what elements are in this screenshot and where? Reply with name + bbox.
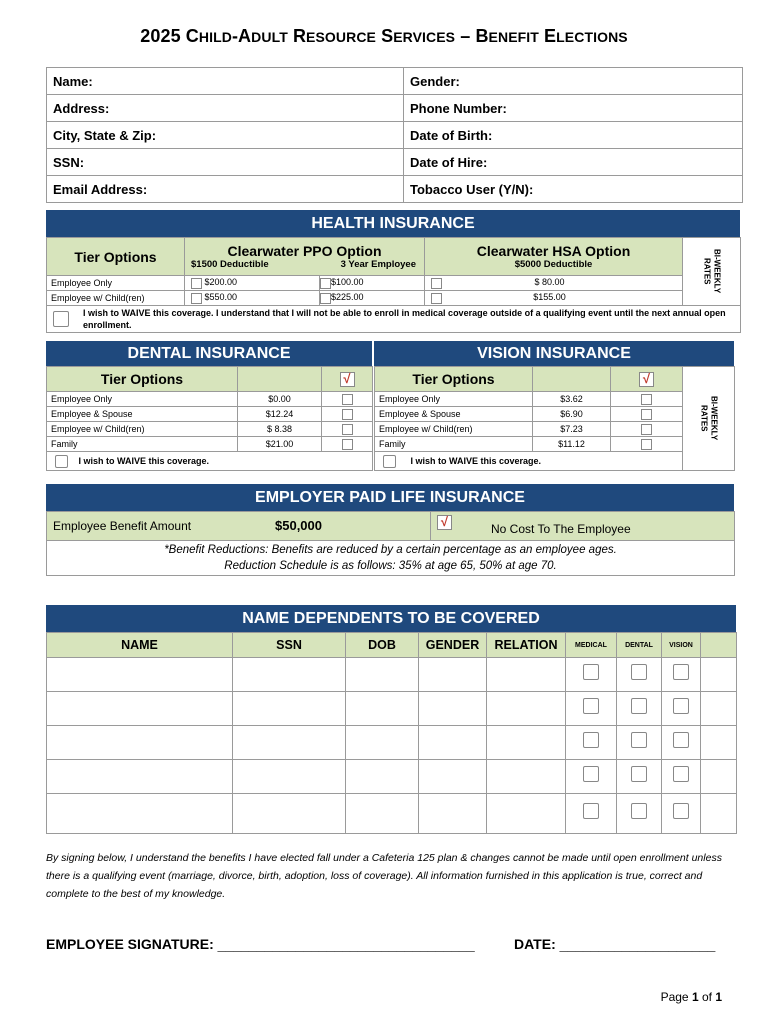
dependent-name-cell[interactable]	[47, 794, 233, 834]
dependent-vision-checkbox[interactable]	[673, 664, 689, 680]
dependents-table	[46, 632, 737, 834]
vision-waive-row	[375, 452, 683, 471]
tier-label: Employee w/ Child(ren)	[47, 422, 238, 437]
dependent-ssn-cell[interactable]	[233, 692, 346, 726]
hsa-checkbox[interactable]	[431, 278, 442, 289]
no-cost-cell	[431, 512, 735, 541]
dependent-relation-cell[interactable]	[487, 794, 566, 834]
health-insurance-section	[46, 210, 740, 333]
tier-label: Employee Only	[47, 276, 185, 291]
col-relation: RELATION	[487, 633, 566, 658]
dental-row	[47, 392, 373, 407]
vision-rate: $6.90	[533, 407, 611, 422]
health-row-employee-only	[47, 276, 741, 291]
dental-rate: $ 8.38	[238, 422, 322, 437]
life-check-icon: √	[437, 515, 452, 530]
dental-tier-options-label: Tier Options	[47, 367, 238, 392]
dependent-relation-cell[interactable]	[487, 692, 566, 726]
dental-check-icon: √	[340, 372, 355, 387]
dependent-dental-checkbox[interactable]	[631, 803, 647, 819]
vision-tier-table	[374, 366, 735, 471]
dental-row	[47, 422, 373, 437]
col-dob: DOB	[346, 633, 419, 658]
dependent-gender-cell[interactable]	[419, 760, 487, 794]
dependent-gender-cell[interactable]	[419, 794, 487, 834]
col-name: NAME	[47, 633, 233, 658]
ppo-3year-rate: $100.00	[331, 277, 364, 288]
health-row-employee-children	[47, 291, 741, 306]
dependent-gender-cell[interactable]	[419, 726, 487, 760]
benefit-amount-label: Employee Benefit Amount	[53, 519, 192, 533]
health-waive-row	[47, 306, 741, 333]
ppo-3year-label: 3 Year Employee	[340, 259, 417, 270]
dental-checkbox[interactable]	[342, 409, 353, 420]
dependent-dob-cell[interactable]	[346, 692, 419, 726]
dental-insurance-section	[46, 341, 372, 471]
col-ssn: SSN	[233, 633, 346, 658]
dependent-name-cell[interactable]	[47, 692, 233, 726]
dependent-dob-cell[interactable]	[346, 726, 419, 760]
dependent-medical-checkbox[interactable]	[583, 766, 599, 782]
dependent-name-cell[interactable]	[47, 760, 233, 794]
vision-checkbox[interactable]	[641, 409, 652, 420]
dependent-relation-cell[interactable]	[487, 760, 566, 794]
ppo-3year-checkbox[interactable]	[320, 278, 331, 289]
dependent-dental-checkbox[interactable]	[631, 732, 647, 748]
dependent-name-cell[interactable]	[47, 726, 233, 760]
dependent-dob-cell[interactable]	[346, 794, 419, 834]
col-medical: MEDICAL	[566, 633, 617, 658]
life-header: EMPLOYER PAID LIFE INSURANCE	[46, 484, 734, 511]
dependent-medical-checkbox[interactable]	[583, 698, 599, 714]
vision-insurance-section	[374, 341, 734, 471]
col-gender: GENDER	[419, 633, 487, 658]
date-label: DATE:	[514, 936, 556, 952]
life-insurance-section	[46, 484, 734, 576]
vision-rate: $11.12	[533, 437, 611, 452]
vision-row	[375, 422, 735, 437]
col-vision: VISION	[662, 633, 701, 658]
dental-row	[47, 407, 373, 422]
dependent-gender-cell[interactable]	[419, 692, 487, 726]
ppo-checkbox[interactable]	[191, 278, 202, 289]
benefit-amount-value: $50,000	[275, 518, 322, 533]
dependent-dental-checkbox[interactable]	[631, 766, 647, 782]
dependent-vision-checkbox[interactable]	[673, 766, 689, 782]
vision-row	[375, 392, 735, 407]
vision-waive-text: I wish to WAIVE this coverage.	[410, 456, 542, 466]
health-waive-checkbox[interactable]	[53, 311, 69, 327]
dependent-ssn-cell[interactable]	[233, 760, 346, 794]
benefit-reduction-note: *Benefit Reductions: Benefits are reduced by a certain percentage as an employee ages. Reduction Schedule is as follows: 35% at age 65, 50% at age 70.	[47, 541, 735, 576]
phone-field[interactable]: Phone Number:	[404, 95, 743, 122]
dependent-row	[47, 760, 737, 794]
dependent-dental-checkbox[interactable]	[631, 698, 647, 714]
health-tier-options-label: Tier Options	[47, 238, 185, 276]
dependent-relation-cell[interactable]	[487, 726, 566, 760]
dental-waive-checkbox[interactable]	[55, 455, 68, 468]
tier-label: Employee w/ Child(ren)	[47, 291, 185, 306]
page-number: Page 1 of 1	[660, 990, 722, 1004]
dependent-row	[47, 726, 737, 760]
dependent-vision-checkbox[interactable]	[673, 732, 689, 748]
life-benefit-cell	[47, 512, 431, 541]
vision-checkbox[interactable]	[641, 394, 652, 405]
ppo-deductible-label: $1500 Deductible	[191, 259, 269, 270]
vision-row	[375, 407, 735, 422]
health-waive-text: I wish to WAIVE this coverage. I understand that I will not be able to enroll in medical coverage outside of a qualifying event until the next annual open enrollment.	[83, 308, 726, 330]
date-line	[514, 936, 715, 952]
date-of-hire-field[interactable]: Date of Hire:	[404, 149, 743, 176]
dependent-ssn-cell[interactable]	[233, 658, 346, 692]
ppo-rate: $200.00	[204, 277, 238, 288]
tier-label: Employee & Spouse	[47, 407, 238, 422]
signature-label: EMPLOYEE SIGNATURE:	[46, 936, 214, 952]
tier-label: Employee Only	[47, 392, 238, 407]
dental-checkbox[interactable]	[342, 394, 353, 405]
health-tier-table	[46, 237, 741, 333]
personal-info-table	[46, 67, 743, 203]
dental-waive-text: I wish to WAIVE this coverage.	[78, 456, 210, 466]
signature-field[interactable]: _________________________________	[217, 936, 475, 952]
name-field[interactable]: Name:	[47, 68, 404, 95]
tier-label: Employee w/ Child(ren)	[375, 422, 533, 437]
dental-rate: $12.24	[238, 407, 322, 422]
vision-checkbox[interactable]	[641, 424, 652, 435]
dental-checkbox[interactable]	[342, 439, 353, 450]
dental-row	[47, 437, 373, 452]
dependent-gender-cell[interactable]	[419, 658, 487, 692]
ssn-field[interactable]: SSN:	[47, 149, 404, 176]
dependent-vision-checkbox[interactable]	[673, 803, 689, 819]
dependent-dental-checkbox[interactable]	[631, 664, 647, 680]
hsa-option-header: Clearwater HSA Option $5000 Deductible	[425, 238, 683, 276]
date-of-birth-field[interactable]: Date of Birth:	[404, 122, 743, 149]
hsa-rate: $155.00	[533, 292, 566, 303]
dependent-row	[47, 794, 737, 834]
dependent-dob-cell[interactable]	[346, 658, 419, 692]
dependent-medical-checkbox[interactable]	[583, 732, 599, 748]
ppo-rate: $550.00	[204, 292, 238, 303]
dependent-row	[47, 658, 737, 692]
vision-rate: $3.62	[533, 392, 611, 407]
ppo-option-header: Clearwater PPO Option $1500 Deductible 3 Year Employee	[185, 238, 425, 276]
email-field[interactable]: Email Address:	[47, 176, 404, 203]
dependents-header: NAME DEPENDENTS TO BE COVERED	[46, 605, 736, 632]
dental-waive-row	[47, 452, 373, 471]
vision-header: VISION INSURANCE	[374, 341, 734, 366]
health-biweekly-rates-label: BI-WEEKLY RATES	[683, 238, 741, 306]
date-field[interactable]: ____________________	[559, 936, 716, 952]
dependent-medical-checkbox[interactable]	[583, 664, 599, 680]
gender-field[interactable]: Gender:	[404, 68, 743, 95]
dependent-ssn-cell[interactable]	[233, 794, 346, 834]
vision-biweekly-rates-label: BI-WEEKLY RATES	[683, 367, 735, 471]
dependent-dob-cell[interactable]	[346, 760, 419, 794]
col-dental: DENTAL	[617, 633, 662, 658]
dependent-relation-cell[interactable]	[487, 658, 566, 692]
dental-tier-table	[46, 366, 373, 471]
vision-waive-checkbox[interactable]	[383, 455, 396, 468]
dependent-name-cell[interactable]	[47, 658, 233, 692]
no-cost-label: No Cost To The Employee	[491, 522, 631, 536]
tier-label: Family	[47, 437, 238, 452]
vision-rate: $7.23	[533, 422, 611, 437]
vision-checkbox[interactable]	[641, 439, 652, 450]
form-title: 2025 CHILD-ADULT RESOURCE SERVICES – BENEFIT ELECTIONS	[140, 26, 628, 46]
vision-tier-options-label: Tier Options	[375, 367, 533, 392]
dependent-row	[47, 692, 737, 726]
dependent-ssn-cell[interactable]	[233, 726, 346, 760]
dental-header: DENTAL INSURANCE	[46, 341, 372, 366]
hsa-rate: $ 80.00	[534, 277, 565, 288]
life-insurance-table	[46, 511, 735, 576]
dependent-medical-checkbox[interactable]	[583, 803, 599, 819]
address-field[interactable]: Address:	[47, 95, 404, 122]
vision-check-icon: √	[639, 372, 654, 387]
hsa-checkbox[interactable]	[431, 293, 442, 304]
vision-row	[375, 437, 735, 452]
tier-label: Employee & Spouse	[375, 407, 533, 422]
ppo-3year-checkbox[interactable]	[320, 293, 331, 304]
dental-checkbox[interactable]	[342, 424, 353, 435]
tier-label: Family	[375, 437, 533, 452]
tobacco-user-field[interactable]: Tobacco User (Y/N):	[404, 176, 743, 203]
ppo-checkbox[interactable]	[191, 293, 202, 304]
dental-rate: $21.00	[238, 437, 322, 452]
ppo-3year-rate: $225.00	[331, 292, 364, 303]
health-header: HEALTH INSURANCE	[46, 210, 740, 237]
signature-line	[46, 936, 475, 952]
dependent-vision-checkbox[interactable]	[673, 698, 689, 714]
dental-rate: $0.00	[238, 392, 322, 407]
dependents-section	[46, 605, 736, 834]
tier-label: Employee Only	[375, 392, 533, 407]
disclaimer-text: By signing below, I understand the benefits I have elected fall under a Cafeteria 125 plan & changes cannot be made until open enrollment unless there is a qualifying event (marriage, divorce, birth, adoption, loss of coverage). All information furnished in this application is true, correct and complete to the best of my knowledge.	[46, 852, 722, 900]
city-state-zip-field[interactable]: City, State & Zip:	[47, 122, 404, 149]
